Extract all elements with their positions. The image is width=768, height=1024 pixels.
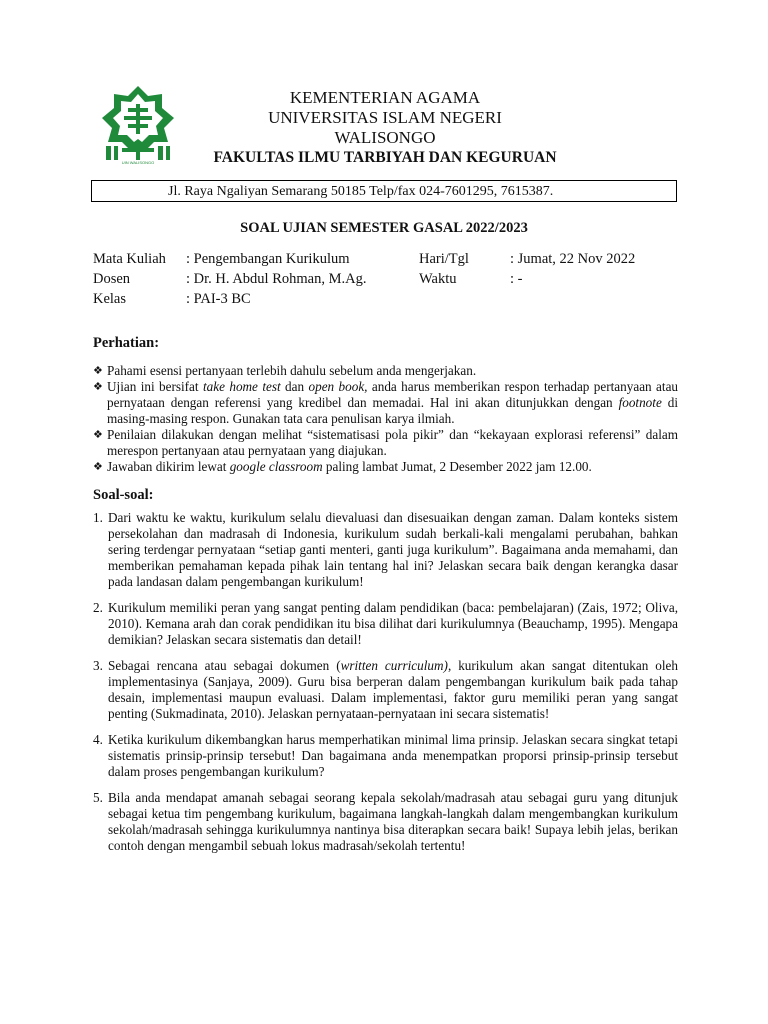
list-item [93, 658, 678, 722]
list-item [93, 732, 678, 780]
question-text: Bila anda mendapat amanah sebagai seorang kepala sekolah/madrasah atau sebagai guru yang ditunjuk sebagai ketua tim pengembang kurikulum, bagaimana langkah-langkah dalam mengembangkan kurikulum sekolah/madrasah sehingga kurikulumnya nantinya bisa diterapkan secara baik! Supaya lebih jelas, berikan contoh dengan mengambil sebuah lokus madrasah/sekolah tertentu! [108, 790, 678, 853]
waktu-value: : - [510, 271, 523, 287]
list-item [93, 363, 678, 379]
question-number: 2. [93, 600, 103, 615]
note-text: Pahami esensi pertanyaan terlebih dahulu sebelum anda mengerjakan. [107, 363, 477, 378]
dosen-label: Dosen [93, 271, 131, 287]
bullet-icon: ❖ [93, 381, 103, 393]
header-university: UNIVERSITAS ISLAM NEGERI [268, 108, 502, 127]
question-text: Dari waktu ke waktu, kurikulum selalu dievaluasi dan disesuaikan dengan zaman. Dalam konteks sistem persekolahan dan madrasah di Indonesia, kurikulum sudah berkali-kali mengalami perubahan, bahkan sering terdengar pernyataan “setiap ganti menteri, ganti juga kurikulum”. Bagaimana anda memahami, dan memberikan pemahaman kepada pihak lain tentang hal ini? Jelaskan secara baik dengan kerangka dasar pada landasan dalam pengembangan kurikulum! [108, 510, 678, 589]
list-item [93, 600, 678, 648]
header-ministry: KEMENTERIAN AGAMA [289, 88, 481, 107]
list-item [93, 790, 678, 854]
list-item [93, 427, 678, 459]
kelas-label: Kelas [93, 291, 127, 307]
address-box: Jl. Raya Ngaliyan Semarang 50185 Telp/fax 024-7601295, 7615387. [91, 180, 677, 202]
question-number: 1. [93, 510, 103, 525]
bullet-icon: ❖ [93, 429, 103, 441]
kelas-value: : PAI-3 BC [186, 291, 251, 307]
question-number: 3. [93, 658, 103, 673]
institution-header [185, 88, 585, 168]
question-text: Kurikulum memiliki peran yang sangat penting dalam pendidikan (baca: pembelajaran) (Zais, 1972; Oliva, 2010). Kemana arah dan corak pendidikan itu bisa dilihat dari kurikulumnya (Beauchamp, 1995). Mengapa demikian? Jelaskan secara sistematis dan detail! [108, 600, 678, 647]
questions-list [93, 510, 678, 864]
course-info-left [93, 249, 366, 309]
question-text: Ketika kurikulum dikembangkan harus memperhatikan minimal lima prinsip. Jelaskan secara singkat tetapi sistematis prinsip-prinsip tersebut! Dan bagaimana anda menempatkan proporsi prinsip-prinsip tersebut dalam proses pengembangan kurikulum? [108, 732, 678, 779]
dosen-value: : Dr. H. Abdul Rohman, M.Ag. [186, 271, 367, 287]
header-faculty: FAKULTAS ILMU TARBIYAH DAN KEGURUAN [213, 149, 557, 166]
perhatian-heading: Perhatian: [93, 335, 160, 351]
mata-kuliah-label: Mata Kuliah [93, 251, 166, 267]
note-text: Jawaban dikirim lewat google classroom paling lambat Jumat, 2 Desember 2022 jam 12.00. [107, 459, 592, 474]
bullet-icon: ❖ [93, 365, 103, 377]
course-info-right [419, 249, 635, 289]
list-item [93, 459, 678, 475]
university-logo-icon [98, 84, 178, 166]
question-text: Sebagai rencana atau sebagai dokumen (written curriculum), kurikulum akan sangat ditentukan oleh implementasinya (Sanjaya, 2009). Guru bisa berperan dalam pengembangan kurikulum baik pada tahap desain, implementasi maupun evaluasi. Dalam implementasi, faktor guru memiliki peran yang sangat penting (Sukmadinata, 2010). Jelaskan pernyataan-pernyataan ini secara sistematis! [108, 658, 679, 721]
svg-text:UIN WALISONGO: UIN WALISONGO [121, 160, 155, 165]
instructions-list [93, 363, 678, 475]
note-text: Penilaian dilakukan dengan melihat “sistematisasi pola pikir” dan “kekayaan explorasi referensi” dalam merespon pertanyaan atau pernyataan yang diajukan. [107, 427, 678, 458]
bullet-icon: ❖ [93, 461, 103, 473]
soal-heading: Soal-soal: [93, 487, 154, 503]
note-text: Ujian ini bersifat take home test dan open book, anda harus memberikan respon terhadap pertanyaan atau pernyataan dengan referensi yang kredibel dan memadai. Hal ini akan ditunjukkan dengan footnote di masing-masing respon. Gunakan tata cara penulisan karya ilmiah. [107, 379, 679, 426]
list-item [93, 379, 678, 427]
exam-title: SOAL UJIAN SEMESTER GASAL 2022/2023 [240, 220, 528, 236]
list-item [93, 510, 678, 590]
waktu-label: Waktu [419, 271, 457, 287]
hari-value: : Jumat, 22 Nov 2022 [510, 251, 636, 267]
hari-label: Hari/Tgl [419, 251, 469, 267]
mata-kuliah-value: : Pengembangan Kurikulum [186, 251, 350, 267]
header-walisongo: WALISONGO [334, 128, 436, 147]
question-number: 5. [93, 790, 103, 805]
question-number: 4. [93, 732, 103, 747]
